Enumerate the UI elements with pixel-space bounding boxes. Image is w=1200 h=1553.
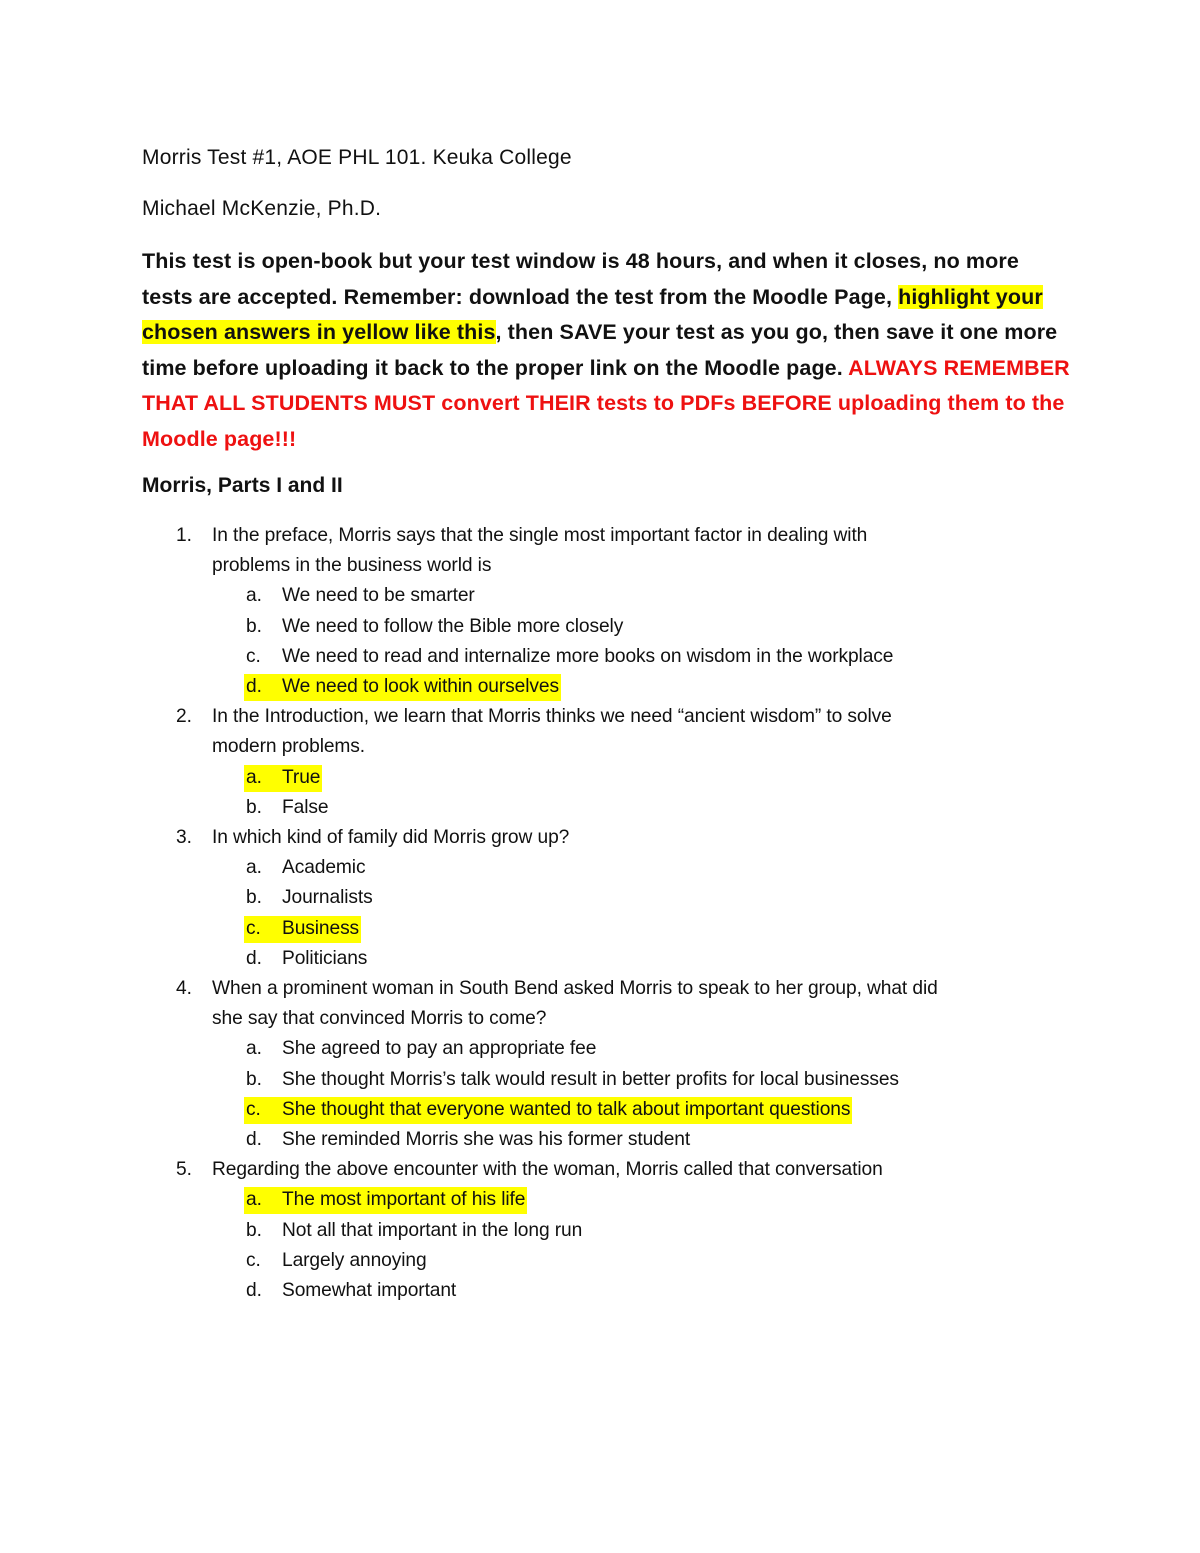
option-text: True (282, 766, 321, 788)
instructions-paragraph (142, 244, 1072, 457)
section-title: Morris, Parts I and II (142, 474, 343, 497)
option-text: Academic (282, 857, 366, 879)
answer-option (142, 853, 1062, 883)
author-name: Michael McKenzie, Ph.D. (142, 197, 382, 220)
answer-option (142, 1216, 1062, 1246)
option-letter: b. (246, 796, 262, 818)
option-text: Business (282, 917, 360, 939)
highlight-example: highlight your chosen answers in yellow like this (142, 284, 1043, 344)
option-text: We need to look within ourselves (282, 676, 559, 698)
answer-option (142, 1065, 1062, 1095)
question-line (142, 1155, 1062, 1185)
option-letter: c. (246, 917, 261, 939)
question-line (142, 732, 1062, 762)
answer-option (142, 1276, 1062, 1306)
option-letter: c. (246, 1249, 261, 1271)
answer-option-selected (142, 914, 1062, 944)
option-letter: b. (246, 615, 262, 637)
instructions-text-1: This test is open-book but your test window is 48 hours, and when it closes, no more tests are accepted. Remember: download the test from the Moodle Page, (142, 249, 1019, 309)
question-line (142, 823, 1062, 853)
option-letter: c. (246, 645, 261, 667)
instructions-text-2: , then SAVE your test as you go, then save it one more time before uploading it back to the proper link on the Moodle page. (142, 320, 1058, 380)
question-line (142, 1004, 1062, 1034)
option-text: We need to be smarter (282, 585, 475, 607)
answer-option (142, 612, 1062, 642)
answer-option (142, 1246, 1062, 1276)
answer-option-selected (142, 1095, 1062, 1125)
answer-option (142, 883, 1062, 913)
question-text: When a prominent woman in South Bend asked Morris to speak to her group, what did (212, 978, 938, 1000)
question-text: In the Introduction, we learn that Morris thinks we need “ancient wisdom” to solve (212, 706, 892, 728)
option-letter: d. (246, 947, 262, 969)
option-letter: a. (246, 1038, 262, 1060)
question-text: In the preface, Morris says that the single most important factor in dealing with (212, 525, 868, 546)
question-number: 2. (176, 706, 192, 728)
answer-option-selected (142, 1185, 1062, 1215)
question-text: Regarding the above encounter with the woman, Morris called that conversation (212, 1159, 883, 1181)
question-number: 4. (176, 978, 192, 1000)
option-text: Largely annoying (282, 1249, 427, 1271)
option-text: Somewhat important (282, 1280, 457, 1302)
option-text: We need to read and internalize more books on wisdom in the workplace (282, 645, 894, 667)
option-text: She thought Morris’s talk would result in better profits for local businesses (282, 1068, 899, 1090)
option-letter: b. (246, 1219, 262, 1241)
answer-option (142, 944, 1062, 974)
answer-option (142, 1125, 1062, 1155)
answer-option (142, 581, 1062, 611)
answer-option (142, 1034, 1062, 1064)
option-letter: a. (246, 766, 262, 788)
option-letter: c. (246, 1098, 261, 1120)
question-number: 3. (176, 827, 192, 849)
option-text: The most important of his life (282, 1189, 526, 1211)
option-letter: d. (246, 1280, 262, 1302)
option-letter: a. (246, 585, 262, 607)
option-letter: b. (246, 1068, 262, 1090)
question-line (142, 521, 1062, 551)
option-letter: d. (246, 1129, 262, 1151)
pdf-warning: ALWAYS REMEMBER THAT ALL STUDENTS MUST convert THEIR tests to PDFs BEFORE uploading them to the Moodle page!!! (142, 355, 1070, 451)
option-text: Politicians (282, 947, 368, 969)
test-title: Morris Test #1, AOE PHL 101. Keuka College (142, 146, 572, 169)
question-list (142, 521, 1062, 1306)
question-line (142, 702, 1062, 732)
option-text: Not all that important in the long run (282, 1219, 583, 1241)
option-text: She agreed to pay an appropriate fee (282, 1038, 597, 1060)
option-text: Journalists (282, 887, 373, 909)
answer-option-selected (142, 763, 1062, 793)
option-text: We need to follow the Bible more closely (282, 615, 624, 637)
question-number: 5. (176, 1159, 192, 1181)
option-letter: a. (246, 857, 262, 879)
option-letter: a. (246, 1189, 262, 1211)
option-text: She thought that everyone wanted to talk about important questions (282, 1098, 851, 1120)
question-line (142, 551, 1062, 581)
answer-option (142, 642, 1062, 672)
question-number: 1. (176, 525, 192, 546)
option-letter: b. (246, 887, 262, 909)
option-text: False (282, 796, 329, 818)
question-line (142, 974, 1062, 1004)
question-text: In which kind of family did Morris grow up? (212, 827, 570, 849)
question-text: she say that convinced Morris to come? (212, 1008, 547, 1030)
answer-option-selected (142, 672, 1062, 702)
question-text: problems in the business world is (212, 555, 492, 577)
question-text: modern problems. (212, 736, 366, 758)
answer-option (142, 793, 1062, 823)
option-text: She reminded Morris she was his former student (282, 1129, 691, 1151)
option-letter: d. (246, 676, 262, 698)
